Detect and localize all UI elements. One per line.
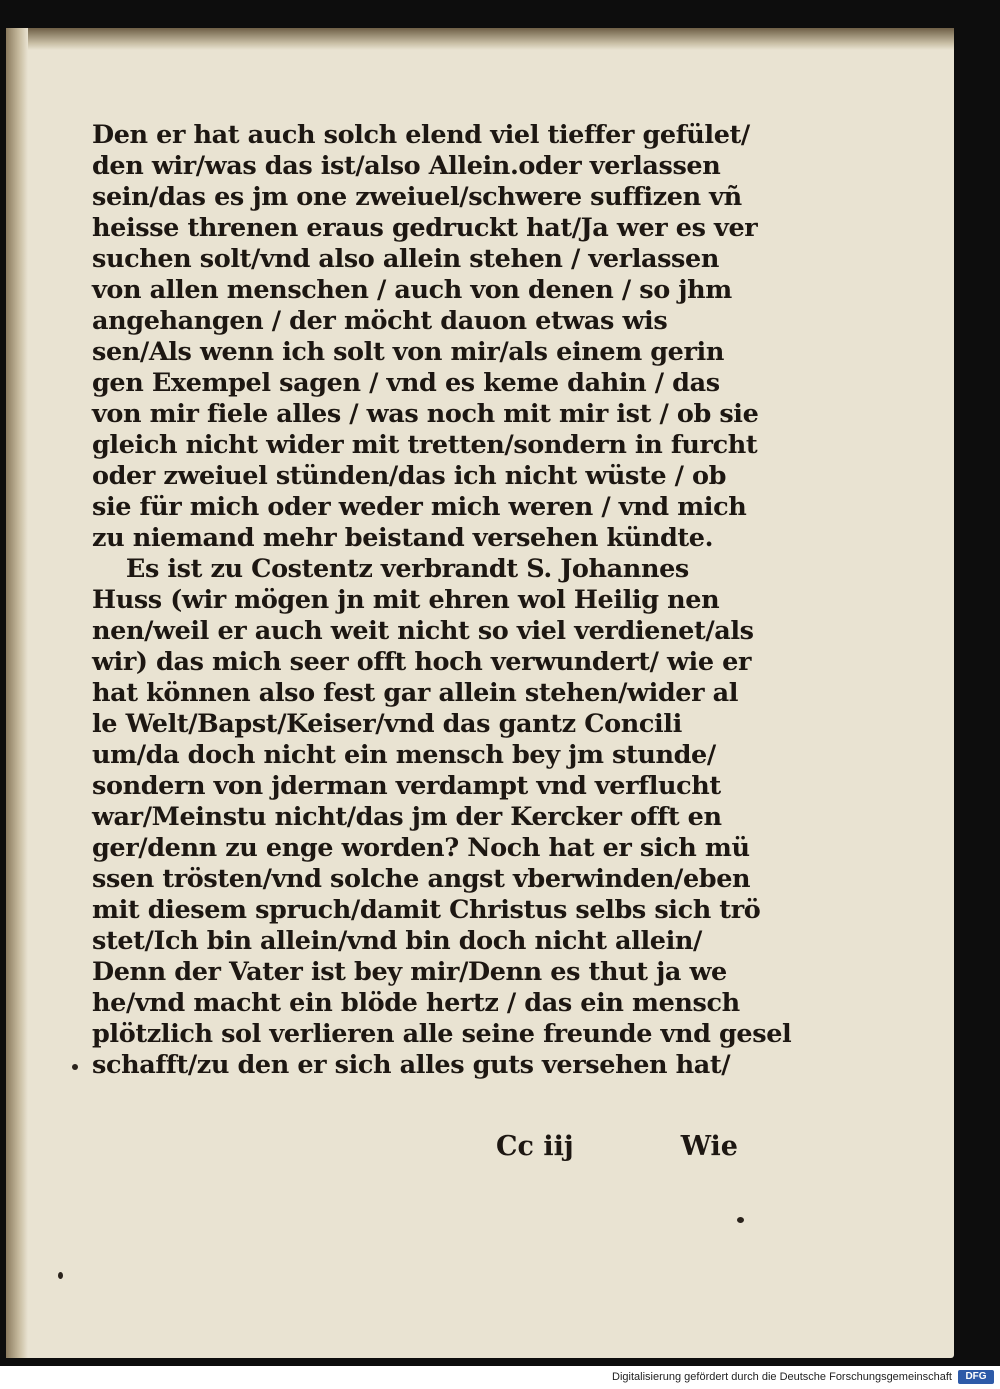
page-top-edge	[6, 28, 954, 50]
text-line: sie für mich oder weder mich weren / vnd mich	[92, 492, 747, 522]
text-line: Huss (wir mögen jn mit ehren wol Heilig nen	[92, 585, 720, 615]
text-line: um/da doch nicht ein mensch bey jm stunde/	[92, 740, 716, 770]
signature-mark: Cc iij	[496, 1131, 574, 1162]
book-page	[6, 28, 954, 1358]
text-line: wir) das mich seer offt hoch verwundert/ wie er	[92, 647, 751, 677]
text-line: gleich nicht wider mit tretten/sondern in furcht	[92, 430, 758, 460]
text-line: zu niemand mehr beistand versehen kündte.	[92, 523, 714, 553]
text-line: gen Exempel sagen / vnd es keme dahin / das	[92, 368, 720, 398]
catchword: Wie	[680, 1131, 738, 1162]
text-line: den wir/was das ist/also Allein.oder verlassen	[92, 151, 721, 181]
text-line: ger/denn zu enge worden? Noch hat er sich mü	[92, 833, 750, 863]
ink-speck	[737, 1217, 744, 1223]
text-line: angehangen / der möcht dauon etwas wis	[92, 306, 668, 336]
text-line: le Welt/Bapst/Keiser/vnd das gantz Concili	[92, 709, 682, 739]
ink-speck	[72, 1064, 78, 1070]
text-line: plötzlich sol verlieren alle seine freunde vnd gesel	[92, 1019, 792, 1049]
text-line: stet/Ich bin allein/vnd bin doch nicht allein/	[92, 926, 702, 956]
text-line: mit diesem spruch/damit Christus selbs sich trö	[92, 895, 761, 925]
text-line: Es ist zu Costentz verbrandt S. Johannes	[92, 554, 689, 584]
text-line: he/vnd macht ein blöde hertz / das ein mensch	[92, 988, 740, 1018]
text-line: suchen solt/vnd also allein stehen / verlassen	[92, 244, 719, 274]
text-line: sen/Als wenn ich solt von mir/als einem gerin	[92, 337, 724, 367]
text-line: hat können also fest gar allein stehen/wider al	[92, 678, 739, 708]
text-line: sondern von jderman verdampt vnd verflucht	[92, 771, 721, 801]
text-line: von mir fiele alles / was noch mit mir ist / ob sie	[92, 399, 759, 429]
dfg-logo: DFG	[958, 1370, 994, 1384]
text-line: war/Meinstu nicht/das jm der Kercker offt en	[92, 802, 722, 832]
text-line: von allen menschen / auch von denen / so jhm	[92, 275, 732, 305]
footer-bar	[0, 1366, 1000, 1389]
footer-credit: Digitalisierung gefördert durch die Deutsche Forschungsgemeinschaft	[612, 1371, 952, 1383]
text-line: Denn der Vater ist bey mir/Denn es thut ja we	[92, 957, 727, 987]
ink-speck	[58, 1272, 63, 1279]
text-line: Den er hat auch solch elend viel tieffer gefület/	[92, 120, 750, 150]
text-line: nen/weil er auch weit nicht so viel verdienet/als	[92, 616, 754, 646]
body-text	[92, 120, 792, 1081]
text-line: schafft/zu den er sich alles guts versehen hat/	[92, 1050, 731, 1080]
text-line: ssen trösten/vnd solche angst vberwinden/eben	[92, 864, 751, 894]
text-line: oder zweiuel stünden/das ich nicht wüste / ob	[92, 461, 727, 491]
text-line: heisse threnen eraus gedruckt hat/Ja wer es ver	[92, 213, 758, 243]
text-line: sein/das es jm one zweiuel/schwere suffizen vñ	[92, 182, 742, 212]
page-binding	[6, 28, 28, 1358]
